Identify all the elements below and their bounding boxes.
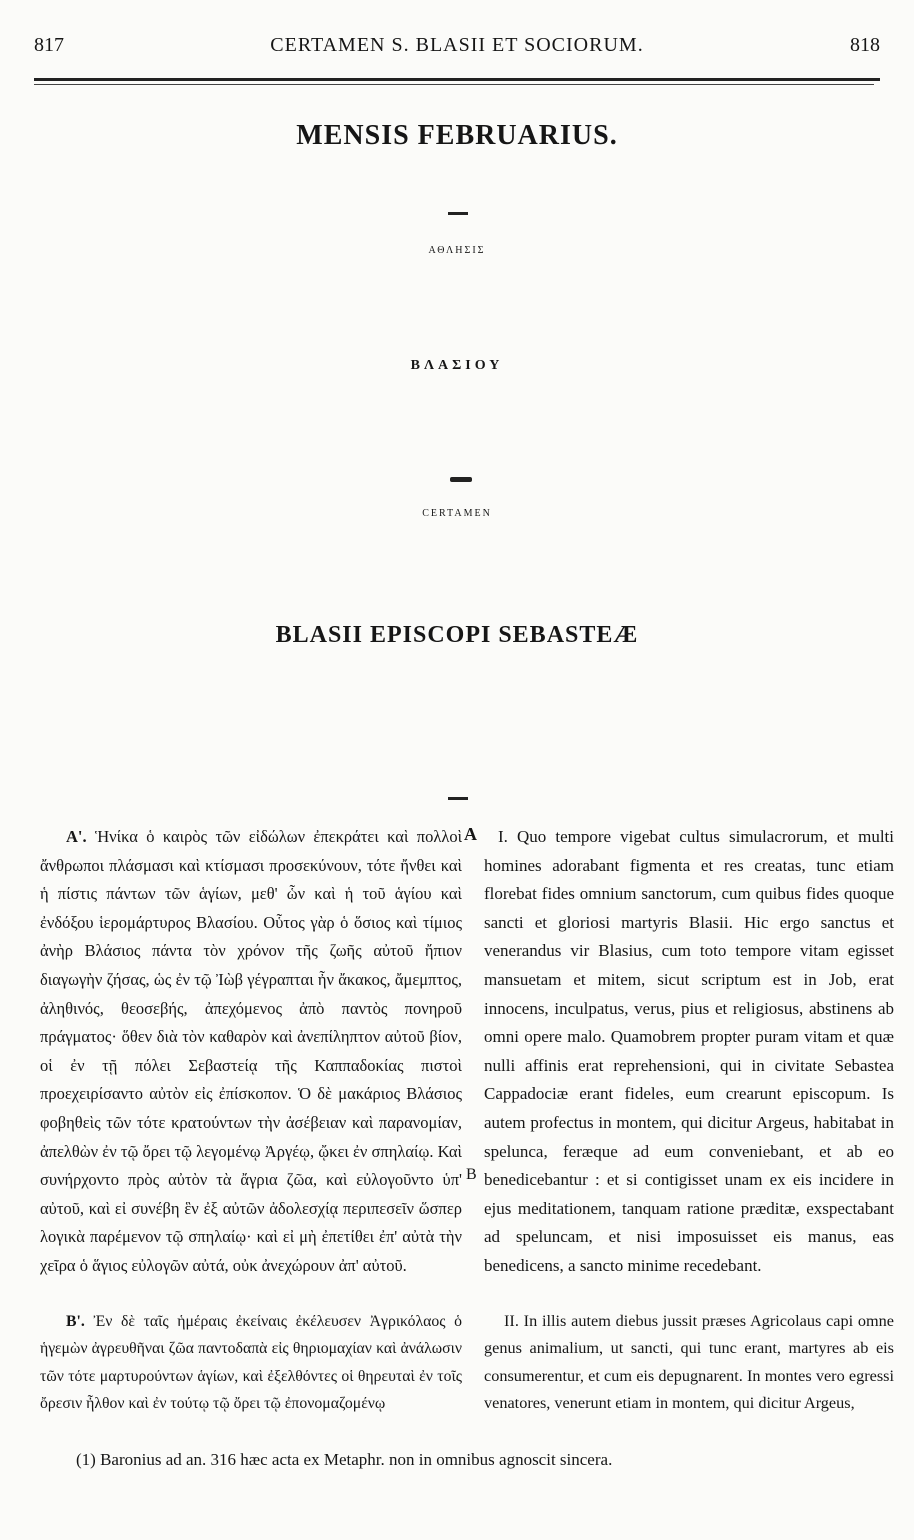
page-number-left: 817 [34,34,64,56]
margin-letter-b: B [466,1166,477,1183]
header-rule [34,78,880,81]
greek-paragraph: Ἐν δὲ ταῖς ἡμέραις ἐκείναις ἐκέλευσεν Ἀγρικόλαος ὁ ἡγεμὼν ἀγρευθῆναι ζῶα παντοδαπὰ εἰς θηριομαχίαν καὶ ἀνάλωσιν τῶν τότε μαρτυρούντων ἁγίων, καὶ ἐξελθόντες οἱ θηρευταὶ ἐν τοῖς ὄρεσιν ἦλθον καὶ ἐν τούτῳ τῷ ὄρει τῷ ἐπονομαζομένῳ [40,1313,462,1413]
latin-name: BLASII EPISCOPI SEBASTEÆ [275,622,639,648]
latin-section-number: II. [504,1312,519,1330]
page-number-right: 818 [850,34,880,56]
running-header [34,34,880,58]
greek-section-number: Α'. [66,827,87,846]
greek-section-1 [40,823,462,1281]
greek-name: ΒΛΑΣΙΟΥ [410,358,504,373]
footnote: (1) Baronius ad an. 316 hæc acta ex Metaphr. non in omnibus agnoscit sincera. [76,1450,613,1469]
month-title: MENSIS FEBRUARIUS. [296,120,618,151]
latin-title: CERTAMEN [422,508,492,519]
divider-dash [448,212,468,215]
latin-section-1 [484,823,894,1281]
header-rule-thin [34,84,874,85]
ornament-divider [450,477,472,482]
latin-section-number: I. [498,827,508,846]
greek-section-number: Β'. [66,1313,85,1330]
margin-letter-a: A [464,824,477,844]
latin-paragraph: Quo tempore vigebat cultus simulacrorum, et multi homines adorabant figmenta et res creatas, tunc etiam florebat fides omnium sanctorum, cum quibus fides quoque sancti et gloriosi martyris Blasii. Hic ergo sanctus et venerandus vir Blasius, cum toto tempore vitam egisset mansuetam et mitem, sicut scriptum est in Job, erat innocens, inculpatus, verus, pius et religiosus, abstinens ab omni opere malo. Quamobrem propter puram vitam et quæ nulli affinis erat reprehensioni, qui in civitate Sebastea Cappadociæ erant fideles, eum crearunt episcopum. Is autem profectus in montem, qui dicitur Argeus, habitabat in spelunca, feræque ad eum conveniebant, et ab eo benedicebantur : et si contigisset unam ex eis incidere in ejus meditationem, tanquam ratione præditæ, exspectabant ad speluncam, et nisi imposuisset eis manus, eas benedicens, a sancto minime recedebant. [484,827,895,1275]
running-title: CERTAMEN S. BLASII ET SOCIORUM. [270,34,644,56]
divider-dash [448,797,468,800]
latin-paragraph: In illis autem diebus jussit præses Agricolaus capi omne genus animalium, ut sancti, qui tunc erant, martyres ab eis consumerentur, et cum eis depugnarent. In montes vero egressi venatores, venerunt etiam in montem, qui dicitur Argeus, [484,1312,894,1413]
greek-title: ΑΘΛΗΣΙΣ [428,245,486,256]
greek-section-2 [40,1308,462,1418]
greek-paragraph: Ἡνίκα ὁ καιρὸς τῶν εἰδώλων ἐπεκράτει καὶ πολλοὶ ἄνθρωποι πλάσμασι καὶ κτίσμασι προσεκύνουν, τότε ἤνθει καὶ ἡ πίστις πάντων τῶν ἁγίων, μεθ' ὧν καὶ ἡ τοῦ ἁγίου καὶ ἐνδόξου ἱερομάρτυρος Βλασίου. Οὗτος γὰρ ὁ ὅσιος καὶ τίμιος ἀνὴρ Βλάσιος πάντα τὸν χρόνον τῆς ζωῆς αὐτοῦ ἤπιον διαγωγὴν ζήσας, ὡς ἐν τῷ Ἰὼβ γέγραπται ἦν ἄκακος, ἄμεμπτος, ἀληθινός, θεοσεβής, ἀπεχόμενος ἀπὸ παντὸς πονηροῦ πράγματος· ὅθεν διὰ τὸν καθαρὸν καὶ ἀνεπίληπτον αὐτοῦ βίον, οἱ ἐν τῇ πόλει Σεβαστείᾳ τῆς Καππαδοκίας πιστοὶ προεχειρίσαντο αὐτὸν εἰς ἐπίσκοπον. Ὁ δὲ μακάριος Βλάσιος φοβηθεὶς τῶν τότε κρατούντων τὴν ἀσέβειαν καὶ παρανομίαν, ἀπελθὼν ἐν τῷ ὄρει τῷ λεγομένῳ Ἀργέῳ, ᾤκει ἐν σπηλαίῳ. Καὶ συνήρχοντο πρὸς αὐτὸν τὰ ἄγρια ζῶα, καὶ εὐλογοῦντο ὑπ' αὐτοῦ, καὶ εἰ συνέβη ἓν ἐξ αὐτῶν ἀδολεσχίᾳ περιπεσεῖν ὥσπερ λογικὰ παρέμενον τῷ σπηλαίῳ· καὶ εἰ μὴ ἐπετίθει ἐπ' αὐτὰ τὴν χεῖρα ὁ ἅγιος εὐλογῶν αὐτά, οὐκ ἀνεχώρουν ἀπ' αὐτοῦ. [40,827,463,1275]
latin-section-2 [484,1308,894,1418]
